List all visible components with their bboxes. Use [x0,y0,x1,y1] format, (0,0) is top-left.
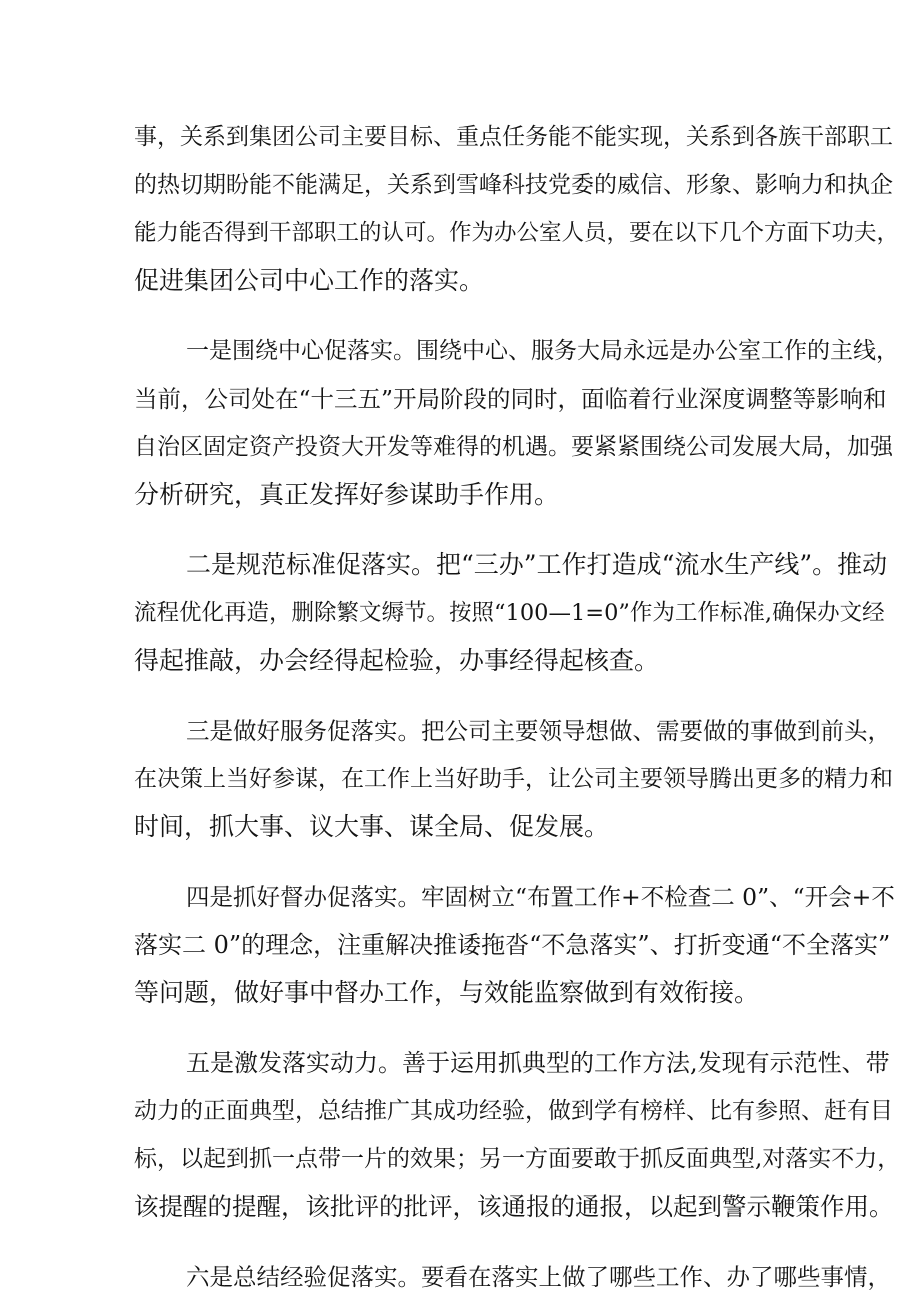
paragraph-5-line-1 [0,877,920,917]
text-line: 三是做好服务促落实。把公司主要领导想做、需要做的事做到前头， [186,717,891,745]
paragraph-1-line-1 [0,117,920,157]
text-line: 标，以起到抓一点带一片的效果；另一方面要敢于抓反面典型,对落实不力， [134,1146,901,1172]
paragraph-2-line-4 [0,475,920,515]
paragraph-4-line-3 [0,807,920,847]
paragraph-7-line-1 [0,1257,920,1297]
paragraph-6-line-2 [0,1091,920,1131]
text-line: 四是抓好督办促落实。牢固树立“布置工作+不检查二 0”、“开会+不 [186,883,895,911]
text-line: 促进集团公司中心工作的落实。 [134,266,485,295]
text-line: 分析研究，真正发挥好参谋助手作用。 [134,480,560,509]
paragraph-1-line-2 [0,165,920,205]
paragraph-3-line-1 [0,545,920,585]
paragraph-2-line-2 [0,379,920,419]
text-line: 能力能否得到干部职工的认可。作为办公室人员，要在以下几个方面下功夫， [134,220,900,246]
text-line: 时间，抓大事、议大事、谋全局、促发展。 [134,812,610,841]
text-line: 在决策上当好参谋，在工作上当好助手，让公司主要领导腾出更多的精力和 [134,766,893,792]
paragraph-2-line-1 [0,331,920,371]
paragraph-1-line-3 [0,213,920,253]
text-line: 当前，公司处在“十三五”开局阶段的同时，面临着行业深度调整等影响和 [134,385,887,413]
text-line: 自治区固定资产投资大开发等难得的机遇。要紧紧围绕公司发展大局，加强 [134,434,893,460]
text-line: 该提醒的提醒，该批评的批评，该通报的通报，以起到警示鞭策作用。 [134,1192,894,1221]
text-line: 等问题，做好事中督办工作，与效能监察做到有效衔接。 [134,978,760,1007]
paragraph-1-line-4 [0,261,920,301]
paragraph-5-line-2 [0,925,920,965]
text-line: 六是总结经验促落实。要看在落实上做了哪些工作、办了哪些事情， [186,1263,891,1291]
text-line: 流程优化再造，删除繁文缛节。按照“100—1=0”作为工作标准,确保办文经 [134,600,885,626]
paragraph-3-line-3 [0,641,920,681]
paragraph-5-line-3 [0,973,920,1013]
text-line: 事，关系到集团公司主要目标、重点任务能不能实现，关系到各族干部职工 [134,124,893,150]
paragraph-3-line-2 [0,593,920,633]
text-line: 的热切期盼能不能满足，关系到雪峰科技党委的威信、形象、影响力和执企 [134,172,893,198]
text-line: 二是规范标准促落实。把“三办”工作打造成“流水生产线”。推动 [186,550,888,579]
paragraph-6-line-3 [0,1139,920,1179]
text-line: 落实二 0”的理念，注重解决推诿拖沓“不急落实”、打折变通“不全落实” [134,931,891,959]
text-line: 五是激发落实动力。善于运用抓典型的工作方法,发现有示范性、带 [186,1049,890,1077]
paragraph-2-line-3 [0,427,920,467]
paragraph-4-line-1 [0,711,920,751]
text-line: 得起推敲，办会经得起检验，办事经得起核查。 [134,646,660,675]
paragraph-6-line-1 [0,1043,920,1083]
text-line: 动力的正面典型，总结推广其成功经验，做到学有榜样、比有参照、赶有目 [134,1098,893,1124]
paragraph-4-line-2 [0,759,920,799]
paragraph-6-line-4 [0,1187,920,1227]
text-line: 一是围绕中心促落实。围绕中心、服务大局永远是办公室工作的主线， [186,338,899,364]
